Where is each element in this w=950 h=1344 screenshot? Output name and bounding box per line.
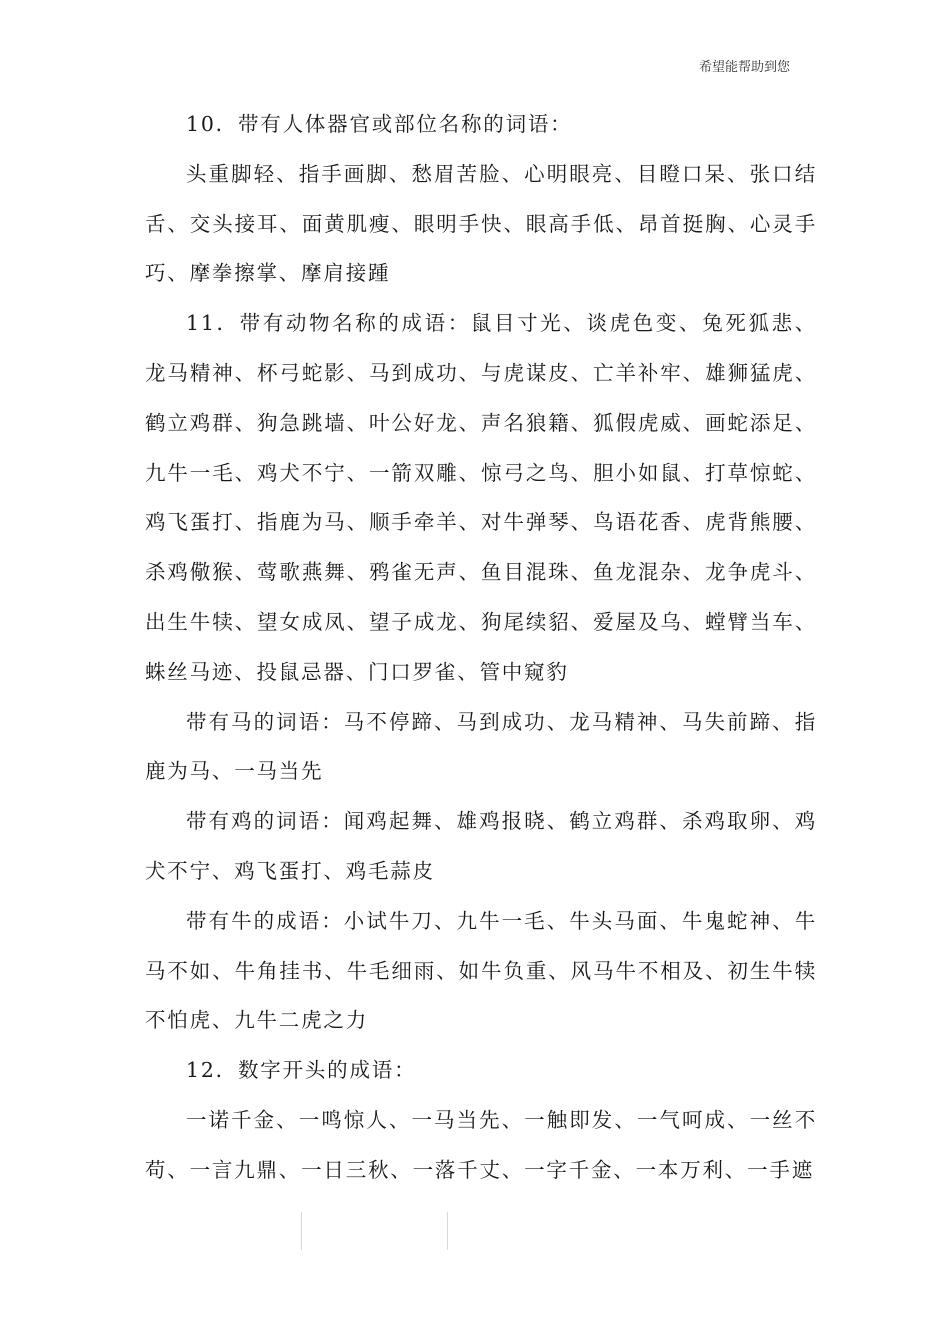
paragraph-cow-idioms: 带有牛的成语：小试牛刀、九牛一毛、牛头马面、牛鬼蛇神、牛马不如、牛角挂书、牛毛细雨、如牛负重、风马牛不相及、初生牛犊不怕虎、九牛二虎之力	[145, 908, 817, 1033]
section-heading-10: 10．带有人体器官或部位名称的词语：	[186, 112, 573, 136]
footer-divider	[301, 1212, 448, 1250]
page-header: 希望能帮助到您	[698, 60, 790, 75]
section-heading-12: 12．数字开头的成语：	[186, 1058, 417, 1083]
paragraph-body-organ-idioms: 头重脚轻、指手画脚、愁眉苦脸、心明眼亮、目瞪口呆、张口结舌、交头接耳、面黄肌瘦、眼明手快、眼高手低、昂首挺胸、心灵手巧、摩拳擦掌、摩肩接踵	[145, 161, 817, 286]
paragraph-horse-idioms: 带有马的词语：马不停蹄、马到成功、龙马精神、马失前蹄、指鹿为马、一马当先	[145, 709, 817, 784]
paragraph-number-idioms: 一诺千金、一鸣惊人、一马当先、一触即发、一气呵成、一丝不苟、一言九鼎、一日三秋、一落千丈、一字千金、一本万利、一手遮	[145, 1107, 817, 1182]
paragraph-animal-idioms: 11．带有动物名称的成语：鼠目寸光、谈虎色变、兔死狐悲、龙马精神、杯弓蛇影、马到成功、与虎谋皮、亡羊补牢、雄狮猛虎、鹤立鸡群、狗急跳墙、叶公好龙、声名狼籍、狐假虎威、画蛇添足、九牛一毛、鸡犬不宁、一箭双雕、惊弓之鸟、胆小如鼠、打草惊蛇、鸡飞蛋打、指鹿为马、顺手牵羊、对牛弹琴、鸟语花香、虎背熊腰、杀鸡儆猴、莺歌燕舞、鸦雀无声、鱼目混珠、鱼龙混杂、龙争虎斗、出生牛犊、望女成凤、望子成龙、狗尾续貂、爱屋及乌、螳臂当车、蛛丝马迹、投鼠忌器、门口罗雀、管中窥豹	[145, 311, 817, 684]
paragraph-chicken-idioms: 带有鸡的词语：闻鸡起舞、雄鸡报晓、鹤立鸡群、杀鸡取卵、鸡犬不宁、鸡飞蛋打、鸡毛蒜皮	[145, 809, 817, 883]
document-body	[145, 100, 817, 1196]
